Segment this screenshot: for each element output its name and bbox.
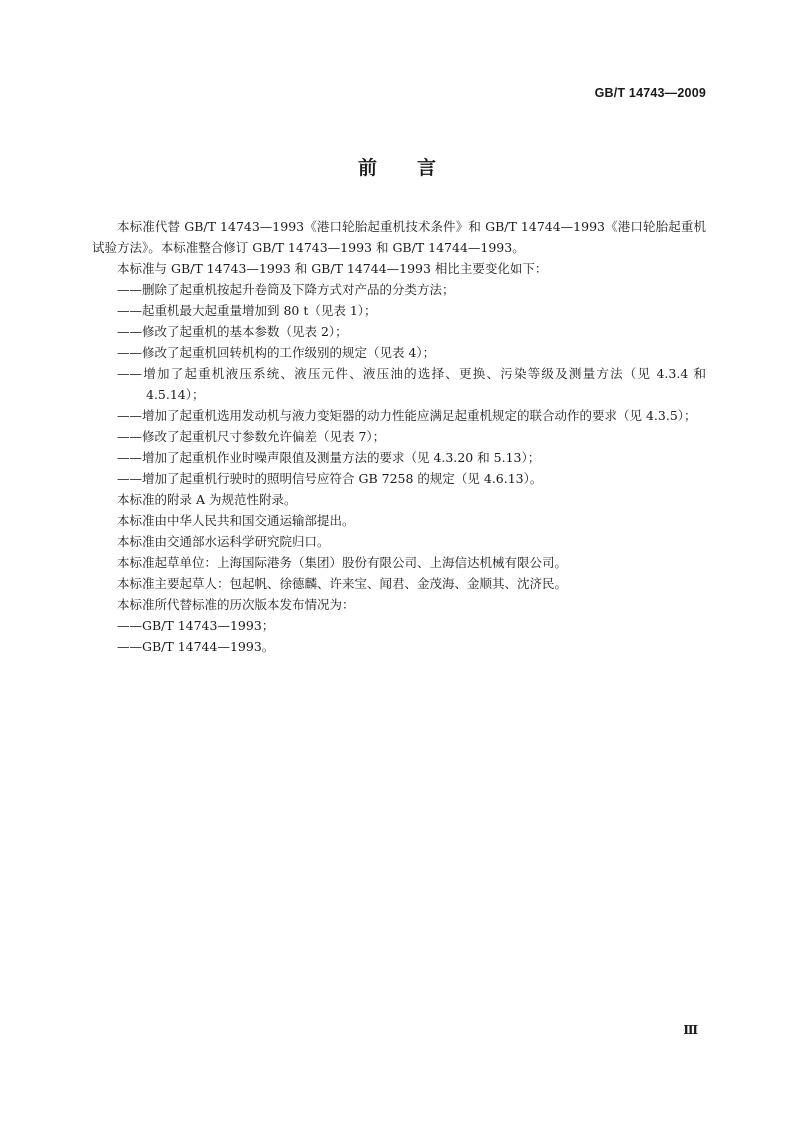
list-item-previous-edition: ——GB/T 14743—1993； (117, 618, 275, 633)
page-number: Ⅲ (683, 1023, 698, 1037)
list-item-change: ——起重机最大起重量增加到 80 t（见表 1）； (117, 303, 377, 318)
paragraph-drafting-units: 本标准起草单位：上海国际港务（集团）股份有限公司、上海信达机械有限公司。 (117, 555, 568, 570)
paragraph-drafters: 本标准主要起草人：包起帆、徐德麟、许来宝、闻君、金茂海、金顺其、沈济民。 (117, 576, 568, 591)
list-item-change: ——增加了起重机选用发动机与液力变矩器的动力性能应满足起重机规定的联合动作的要求（见 4.3.5）； (117, 408, 697, 423)
paragraph-main-changes-intro: 本标准与 GB/T 14743—1993 和 GB/T 14744—1993 相比主要变化如下： (117, 261, 548, 276)
list-item-change: ——删除了起重机按起升卷筒及下降方式对产品的分类方法； (117, 282, 455, 297)
paragraph-proposer: 本标准由中华人民共和国交通运输部提出。 (117, 513, 355, 528)
list-item-previous-edition: ——GB/T 14744—1993。 (117, 639, 275, 654)
paragraph-replacement-statement: 本标准代替 GB/T 14743—1993《港口轮胎起重机技术条件》和 GB/T 14744—1993《港口轮胎起重机试验方法》。本标准整合修订 GB/T 14743—1993 和 GB/T 14744—1993。 (92, 219, 706, 255)
list-item-change: ——修改了起重机尺寸参数允许偏差（见表 7）； (117, 429, 386, 444)
list-item-change: ——增加了起重机作业时噪声限值及测量方法的要求（见 4.3.20 和 5.13）； (117, 450, 541, 465)
list-item-change: ——修改了起重机的基本参数（见表 2）； (117, 324, 348, 339)
paragraph-centralized-by: 本标准由交通部水运科学研究院归口。 (117, 534, 330, 549)
foreword-body (92, 216, 706, 657)
standard-code: GB/T 14743—2009 (594, 86, 706, 100)
page-title: 前言 (357, 157, 476, 179)
paragraph-previous-editions: 本标准所代替标准的历次版本发布情况为： (117, 597, 355, 612)
list-item-change: ——增加了起重机行驶时的照明信号应符合 GB 7258 的规定（见 4.6.13）。 (117, 471, 543, 486)
list-item-change: ——增加了起重机液压系统、液压元件、液压油的选择、更换、污染等级及测量方法（见 4.3.4 和 4.5.14）； (117, 366, 706, 402)
paragraph-appendix: 本标准的附录 A 为规范性附录。 (117, 492, 297, 507)
list-item-change: ——修改了起重机回转机构的工作级别的规定（见表 4）； (117, 345, 436, 360)
